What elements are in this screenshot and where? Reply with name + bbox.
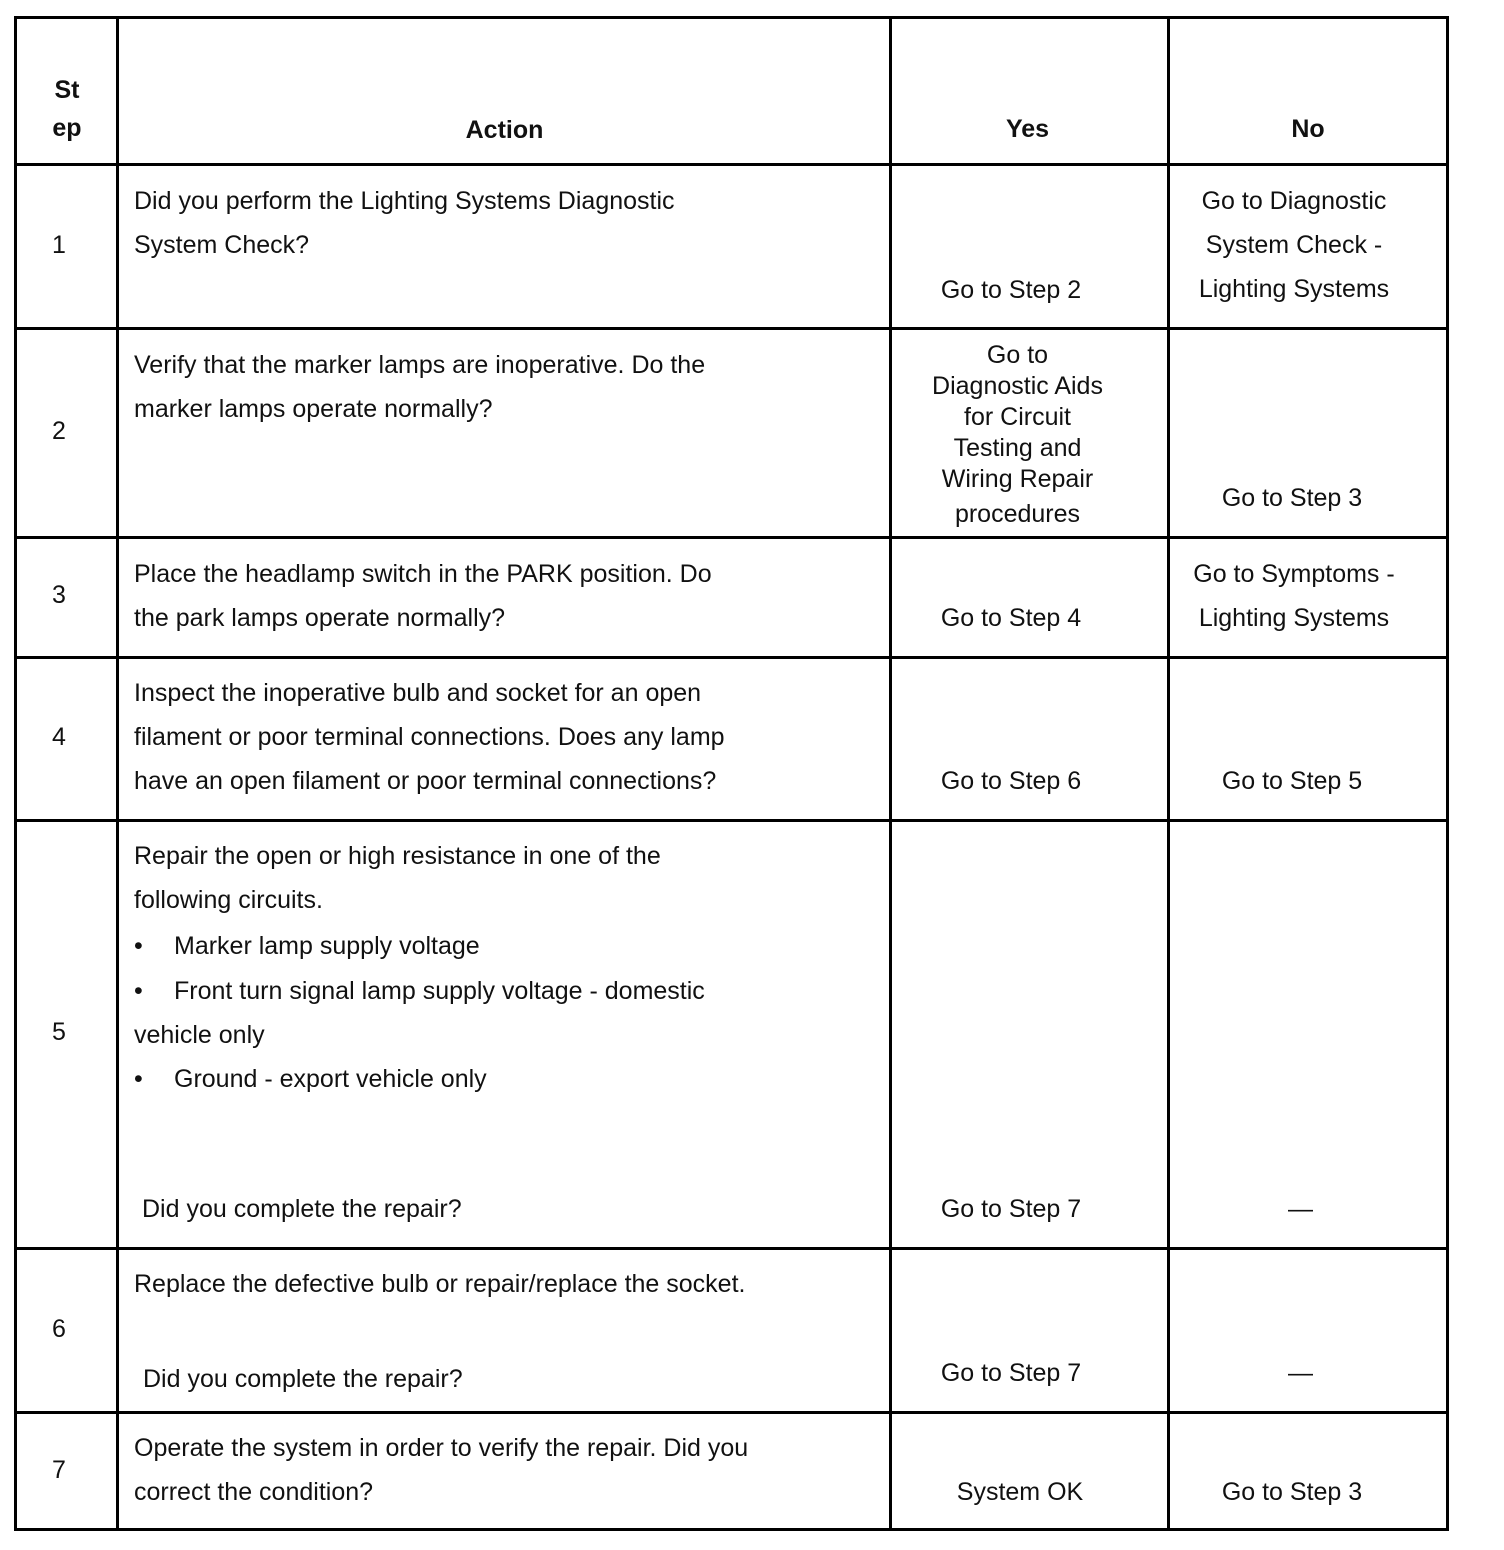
yes-result: Go to Step 6 bbox=[940, 767, 1082, 795]
no-result: — bbox=[1288, 1359, 1313, 1387]
header-action: Action bbox=[465, 116, 544, 144]
row-divider bbox=[17, 327, 1446, 330]
action-line: System Check? bbox=[134, 231, 310, 259]
question-text: Did you complete the repair? bbox=[142, 1195, 462, 1223]
yes-result: System OK bbox=[956, 1478, 1084, 1506]
bullet-item bbox=[134, 1064, 705, 1094]
no-result bbox=[1168, 186, 1420, 304]
header-yes: Yes bbox=[1005, 115, 1050, 143]
yes-line: Diagnostic Aids bbox=[932, 372, 1103, 400]
row-divider bbox=[17, 1247, 1446, 1250]
yes-result: Go to Step 2 bbox=[940, 276, 1082, 304]
bullet-icon: • bbox=[134, 977, 143, 1005]
step-number: 7 bbox=[52, 1456, 66, 1484]
action-text bbox=[134, 1433, 748, 1507]
yes-line: Go to bbox=[986, 341, 1049, 369]
header-step bbox=[17, 75, 117, 143]
action-line: correct the condition? bbox=[134, 1478, 374, 1506]
action-line: following circuits. bbox=[134, 886, 323, 914]
bullet-icon: • bbox=[134, 932, 143, 960]
bullet-item bbox=[134, 931, 705, 961]
header-step-line: St bbox=[54, 76, 80, 104]
row-divider bbox=[17, 536, 1446, 539]
bullet-item bbox=[134, 976, 705, 1006]
no-result bbox=[1168, 559, 1420, 633]
bullet-continuation: vehicle only bbox=[134, 1021, 265, 1049]
yes-result bbox=[890, 340, 1145, 530]
no-line: Lighting Systems bbox=[1198, 275, 1390, 303]
yes-line: for Circuit bbox=[964, 403, 1071, 431]
bullet-text: Ground - export vehicle only bbox=[174, 1065, 487, 1093]
action-line: filament or poor terminal connections. Does any lamp bbox=[134, 723, 725, 751]
yes-line: Testing and bbox=[953, 434, 1082, 462]
yes-line: Wiring Repair bbox=[941, 465, 1094, 493]
row-divider bbox=[17, 656, 1446, 659]
action-line: Replace the defective bulb or repair/replace the socket. bbox=[134, 1270, 746, 1298]
action-text bbox=[134, 350, 705, 424]
no-line: Lighting Systems bbox=[1198, 604, 1390, 632]
question-text: Did you complete the repair? bbox=[143, 1365, 463, 1393]
row-divider bbox=[17, 819, 1446, 822]
action-line: Did you perform the Lighting Systems Diagnostic bbox=[134, 187, 675, 215]
row-divider bbox=[17, 1411, 1446, 1414]
yes-result: Go to Step 4 bbox=[940, 604, 1082, 632]
action-text bbox=[134, 678, 725, 796]
header-step-line: ep bbox=[52, 114, 82, 142]
no-result: Go to Step 3 bbox=[1221, 484, 1363, 512]
bullet-icon: • bbox=[134, 1065, 143, 1093]
row-divider bbox=[17, 163, 1446, 166]
step-number: 2 bbox=[52, 417, 66, 445]
bullet-text: Marker lamp supply voltage bbox=[174, 932, 480, 960]
action-line: Operate the system in order to verify the repair. Did you bbox=[134, 1434, 749, 1462]
yes-line: procedures bbox=[954, 500, 1081, 528]
action-line: have an open filament or poor terminal connections? bbox=[134, 767, 717, 795]
step-number: 6 bbox=[52, 1315, 66, 1343]
action-text bbox=[134, 1269, 745, 1299]
action-line: Inspect the inoperative bulb and socket for an open bbox=[134, 679, 702, 707]
bullet-text: Front turn signal lamp supply voltage - domestic bbox=[174, 977, 705, 1005]
no-result: — bbox=[1288, 1195, 1313, 1223]
step-number: 3 bbox=[52, 581, 66, 609]
action-line: Verify that the marker lamps are inoperative. Do the bbox=[134, 351, 706, 379]
no-result: Go to Step 5 bbox=[1221, 767, 1363, 795]
step-number: 1 bbox=[52, 231, 66, 259]
column-divider bbox=[116, 19, 119, 1528]
action-line: Repair the open or high resistance in one of the bbox=[134, 842, 661, 870]
no-line: Go to Diagnostic bbox=[1201, 187, 1387, 215]
step-number: 4 bbox=[52, 723, 66, 751]
yes-result: Go to Step 7 bbox=[940, 1195, 1082, 1223]
step-number: 5 bbox=[52, 1018, 66, 1046]
action-text bbox=[134, 559, 712, 633]
yes-result: Go to Step 7 bbox=[940, 1359, 1082, 1387]
action-line: Place the headlamp switch in the PARK position. Do bbox=[134, 560, 712, 588]
header-no: No bbox=[1291, 115, 1325, 143]
action-text bbox=[134, 841, 705, 1094]
no-line: System Check - bbox=[1205, 231, 1383, 259]
action-line: marker lamps operate normally? bbox=[134, 395, 493, 423]
no-result: Go to Step 3 bbox=[1221, 1478, 1363, 1506]
no-line: Go to Symptoms - bbox=[1193, 560, 1395, 588]
action-text bbox=[134, 186, 675, 260]
action-line: the park lamps operate normally? bbox=[134, 604, 506, 632]
